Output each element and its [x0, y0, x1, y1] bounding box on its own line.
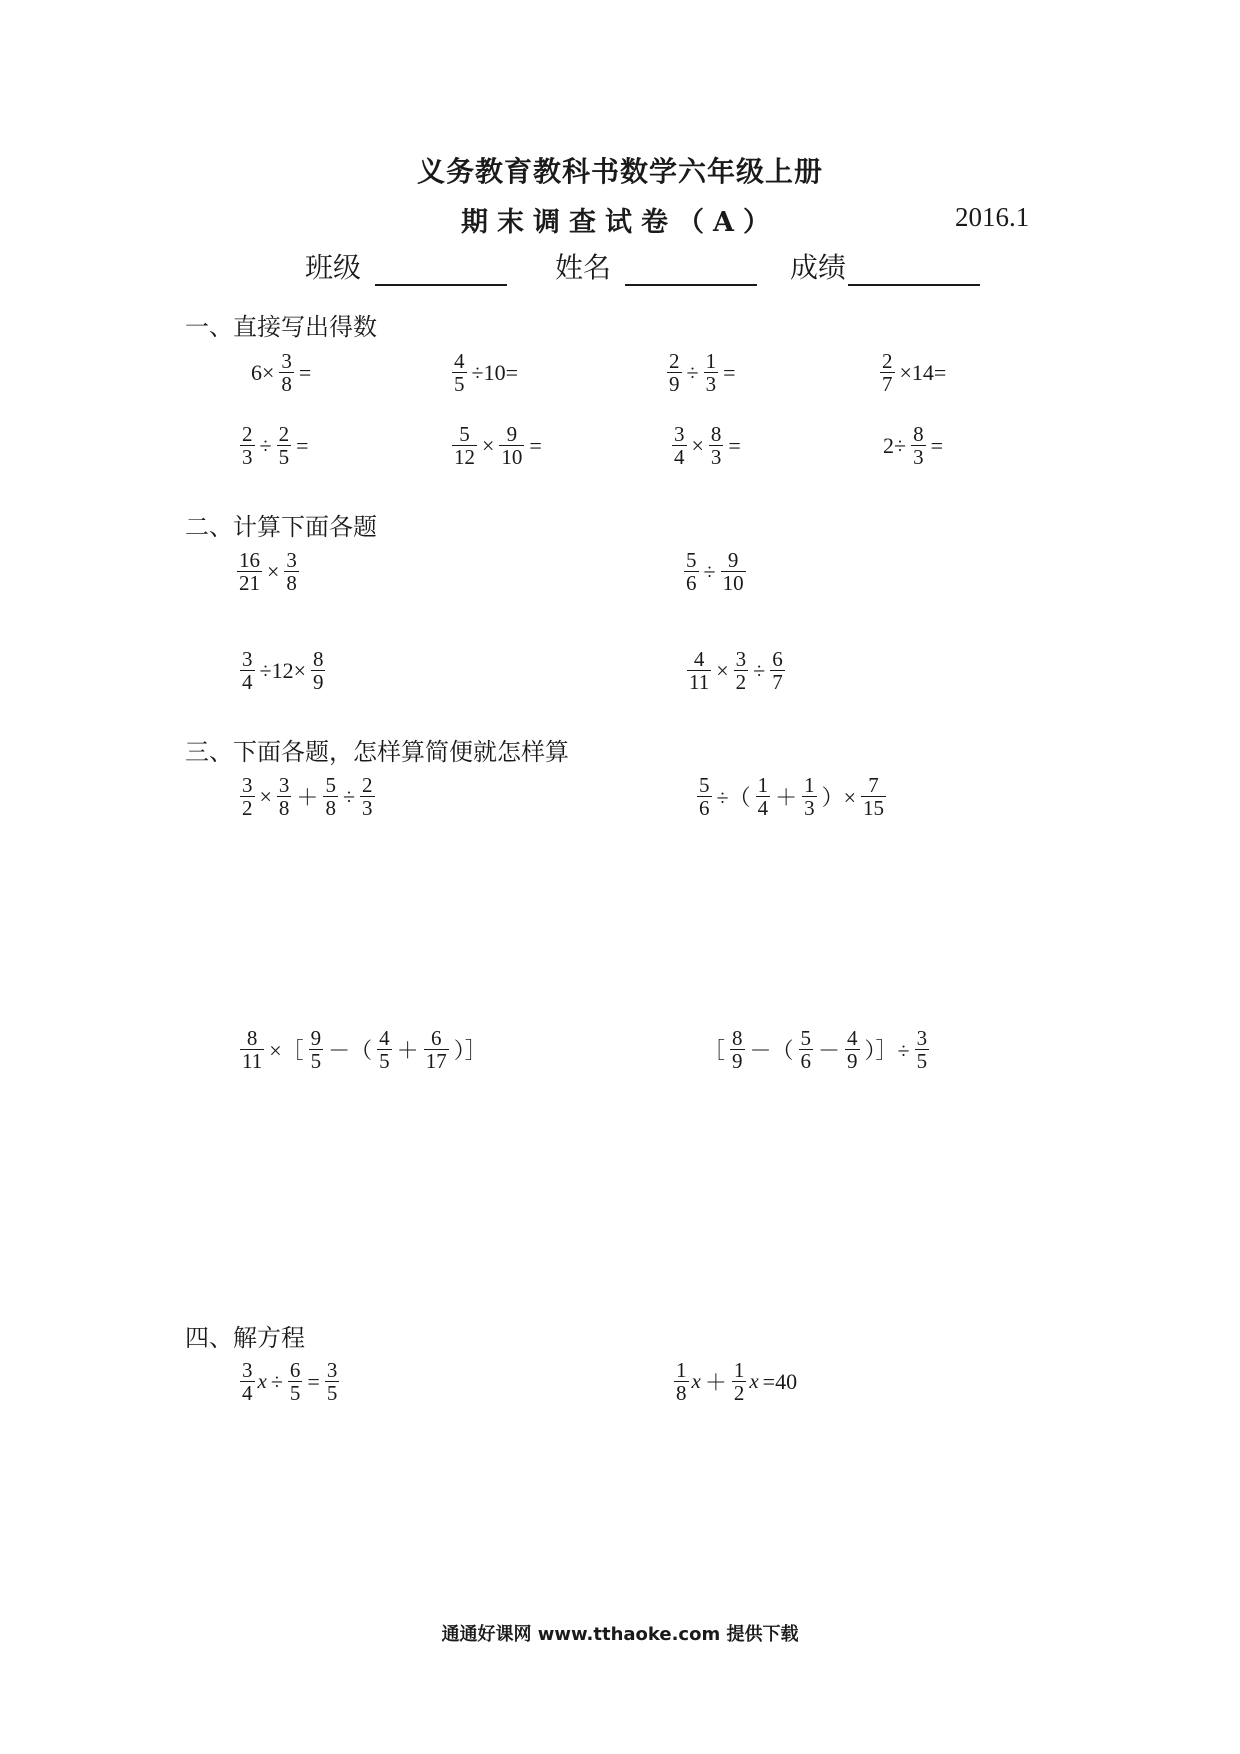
operator: ）］÷: [864, 1038, 910, 1064]
numerator: 3: [326, 1358, 338, 1382]
operator: ×: [267, 558, 280, 584]
problem: [695, 774, 888, 819]
exam-title: 义务教育教科书数学六年级上册: [416, 155, 823, 188]
problem: [672, 1359, 800, 1404]
fraction: [452, 350, 467, 395]
operator: ＋: [296, 785, 319, 811]
fraction: [880, 350, 895, 395]
fraction: [756, 774, 771, 819]
problem: [450, 350, 521, 395]
numerator: 1: [757, 773, 769, 797]
denominator: 4: [242, 670, 253, 695]
denominator: 15: [863, 796, 885, 821]
denominator: 12: [454, 445, 475, 470]
fraction: [687, 648, 711, 693]
fraction: [732, 1359, 747, 1404]
numerator: 8: [312, 647, 324, 671]
problem: [685, 648, 787, 693]
problem: [682, 549, 748, 594]
numerator: 5: [686, 548, 697, 572]
problem: [235, 549, 301, 594]
operator: =: [728, 432, 741, 458]
problem: [665, 350, 739, 395]
variable: x: [749, 1369, 759, 1394]
problem: [450, 423, 545, 468]
operator: 6×: [251, 359, 275, 385]
denominator: 3: [710, 445, 722, 470]
variable: x: [691, 1369, 701, 1394]
numerator: 9: [506, 422, 518, 446]
numerator: 2: [882, 349, 893, 373]
denominator: 9: [847, 1049, 858, 1074]
operator: =: [307, 1368, 320, 1394]
numerator: 2: [242, 422, 253, 446]
numerator: 1: [733, 1358, 745, 1382]
name-blank[interactable]: [625, 254, 757, 286]
name-label: 姓名: [555, 251, 612, 284]
denominator: 3: [804, 796, 815, 821]
problem: [248, 350, 314, 395]
operator: ×14=: [899, 359, 947, 385]
numerator: 1: [804, 773, 815, 797]
operator: =: [298, 359, 312, 385]
fraction: [667, 350, 682, 395]
denominator: 8: [281, 372, 292, 397]
operator: －（: [328, 1038, 373, 1064]
exam-date: 2016.1: [955, 202, 1030, 232]
denominator: 4: [674, 445, 685, 470]
numerator: 5: [699, 773, 710, 797]
operator: ÷: [342, 783, 356, 809]
denominator: 5: [326, 1381, 338, 1406]
fraction: [734, 648, 749, 693]
numerator: 9: [727, 548, 739, 572]
numerator: 1: [676, 1358, 687, 1382]
operator: =: [723, 359, 736, 385]
fraction: [424, 1027, 449, 1072]
fraction: [277, 423, 292, 468]
problem: [238, 648, 327, 693]
score-blank[interactable]: [848, 254, 980, 286]
fraction: [915, 1027, 930, 1072]
operator: ×［: [269, 1038, 304, 1064]
denominator: 8: [278, 796, 290, 821]
problem: [878, 350, 949, 395]
section-1-title: 一、直接写出得数: [185, 313, 377, 341]
operator: －（: [749, 1038, 794, 1064]
denominator: 4: [757, 796, 769, 821]
fraction: [674, 1359, 689, 1404]
numerator: 4: [847, 1026, 858, 1050]
fraction: [684, 549, 699, 594]
fraction: [704, 350, 719, 395]
operator: ［: [703, 1038, 726, 1064]
numerator: 6: [772, 647, 783, 671]
numerator: 6: [430, 1026, 442, 1050]
numerator: 1: [705, 349, 717, 373]
fraction: [240, 423, 255, 468]
fraction: [240, 1359, 255, 1404]
score-field: [790, 246, 980, 286]
denominator: 11: [689, 670, 710, 695]
numerator: 7: [868, 773, 879, 797]
fraction: [277, 774, 292, 819]
fraction: [311, 648, 326, 693]
denominator: 2: [242, 796, 253, 821]
denominator: 10: [722, 571, 744, 596]
denominator: 10: [501, 445, 523, 470]
denominator: 3: [913, 445, 924, 470]
name-field: [555, 246, 757, 286]
numerator: 3: [286, 548, 297, 572]
numerator: 3: [242, 773, 253, 797]
numerator: 8: [913, 422, 924, 446]
footer-source: 通通好课网 www.tthaoke.com 提供下载: [441, 1624, 799, 1645]
numerator: 9: [310, 1026, 322, 1050]
problem: [238, 1359, 341, 1404]
fraction: [309, 1027, 324, 1072]
fraction: [360, 774, 375, 819]
denominator: 2: [735, 670, 747, 695]
fraction: [721, 549, 746, 594]
operator: ＋: [396, 1038, 419, 1064]
numerator: 3: [278, 773, 290, 797]
problem: [238, 774, 377, 819]
denominator: 11: [242, 1049, 263, 1074]
operator: ÷: [703, 558, 716, 584]
problem: [880, 423, 946, 468]
denominator: 5: [379, 1049, 390, 1074]
fraction: [325, 1359, 340, 1404]
denominator: 4: [242, 1381, 253, 1406]
operator: ×: [482, 432, 495, 458]
denominator: 9: [312, 670, 324, 695]
section-3-title: 三、下面各题，怎样算简便就怎样算: [185, 738, 569, 766]
exam-subtitle: 期末调查试卷（A）: [461, 207, 779, 238]
variable: x: [257, 1369, 267, 1394]
denominator: 6: [686, 571, 697, 596]
operator: =40: [762, 1368, 798, 1394]
operator: =: [930, 432, 943, 458]
fraction: [284, 549, 299, 594]
operator: ÷: [259, 432, 272, 458]
fraction: [288, 1359, 303, 1404]
numerator: 3: [242, 1358, 253, 1382]
denominator: 7: [772, 670, 783, 695]
operator: ÷: [753, 657, 766, 683]
numerator: 2: [669, 349, 680, 373]
denominator: 9: [669, 372, 680, 397]
denominator: 5: [289, 1381, 301, 1406]
operator: ）］: [453, 1038, 487, 1064]
fraction: [709, 423, 724, 468]
numerator: 5: [325, 773, 336, 797]
operator: －: [818, 1038, 841, 1064]
class-blank[interactable]: [375, 254, 507, 286]
fraction: [802, 774, 817, 819]
numerator: 8: [732, 1026, 743, 1050]
denominator: 2: [733, 1381, 745, 1406]
fraction: [697, 774, 712, 819]
numerator: 6: [289, 1358, 301, 1382]
numerator: 3: [281, 349, 292, 373]
operator: ×: [716, 657, 729, 683]
problem: [238, 423, 312, 468]
numerator: 4: [454, 349, 465, 373]
denominator: 7: [882, 372, 893, 397]
fraction: [730, 1027, 745, 1072]
numerator: 8: [246, 1026, 258, 1050]
fraction: [377, 1027, 392, 1072]
section-4-title: 四、解方程: [185, 1324, 305, 1352]
operator: =: [296, 432, 309, 458]
problem: [700, 1027, 931, 1072]
fraction: [499, 423, 524, 468]
operator: ÷12×: [259, 657, 306, 683]
fraction: [845, 1027, 860, 1072]
denominator: 21: [239, 571, 260, 596]
denominator: 17: [425, 1049, 447, 1074]
numerator: 5: [459, 422, 470, 446]
operator: ÷: [686, 359, 699, 385]
fraction: [911, 423, 926, 468]
denominator: 3: [705, 372, 717, 397]
operator: ÷: [270, 1368, 283, 1394]
fraction: [452, 423, 477, 468]
problem: [670, 423, 744, 468]
fraction: [799, 1027, 814, 1072]
fraction: [672, 423, 687, 468]
denominator: 9: [732, 1049, 743, 1074]
numerator: 16: [239, 548, 260, 572]
numerator: 4: [693, 647, 705, 671]
operator: ）×: [821, 785, 857, 811]
fraction: [323, 774, 338, 819]
operator: ×: [259, 783, 272, 809]
operator: 2÷: [883, 432, 907, 458]
fraction: [240, 1027, 264, 1072]
class-label: 班级: [305, 251, 362, 284]
numerator: 3: [674, 422, 685, 446]
numerator: 2: [362, 773, 373, 797]
operator: ＋: [704, 1370, 727, 1396]
fraction: [279, 350, 294, 395]
numerator: 5: [800, 1026, 812, 1050]
numerator: 3: [916, 1026, 928, 1050]
numerator: 3: [242, 647, 253, 671]
fraction: [861, 774, 886, 819]
denominator: 8: [325, 796, 336, 821]
numerator: 3: [735, 647, 747, 671]
numerator: 2: [278, 422, 290, 446]
class-field: [305, 246, 507, 286]
score-label: 成绩: [790, 251, 847, 284]
numerator: 4: [379, 1026, 390, 1050]
denominator: 5: [454, 372, 465, 397]
fraction: [237, 549, 262, 594]
operator: ÷10=: [471, 359, 518, 385]
operator: ＋: [775, 785, 798, 811]
denominator: 3: [242, 445, 253, 470]
denominator: 6: [800, 1049, 812, 1074]
fraction: [240, 648, 255, 693]
numerator: 8: [710, 422, 722, 446]
problem: [238, 1027, 490, 1072]
operator: =: [529, 432, 542, 458]
denominator: 5: [278, 445, 290, 470]
fraction: [240, 774, 255, 819]
denominator: 3: [362, 796, 373, 821]
denominator: 8: [286, 571, 297, 596]
operator: ÷（: [716, 785, 751, 811]
fraction: [770, 648, 785, 693]
denominator: 5: [310, 1049, 322, 1074]
section-2-title: 二、计算下面各题: [185, 513, 377, 541]
denominator: 8: [676, 1381, 687, 1406]
denominator: 5: [916, 1049, 928, 1074]
denominator: 6: [699, 796, 710, 821]
operator: ×: [691, 432, 704, 458]
